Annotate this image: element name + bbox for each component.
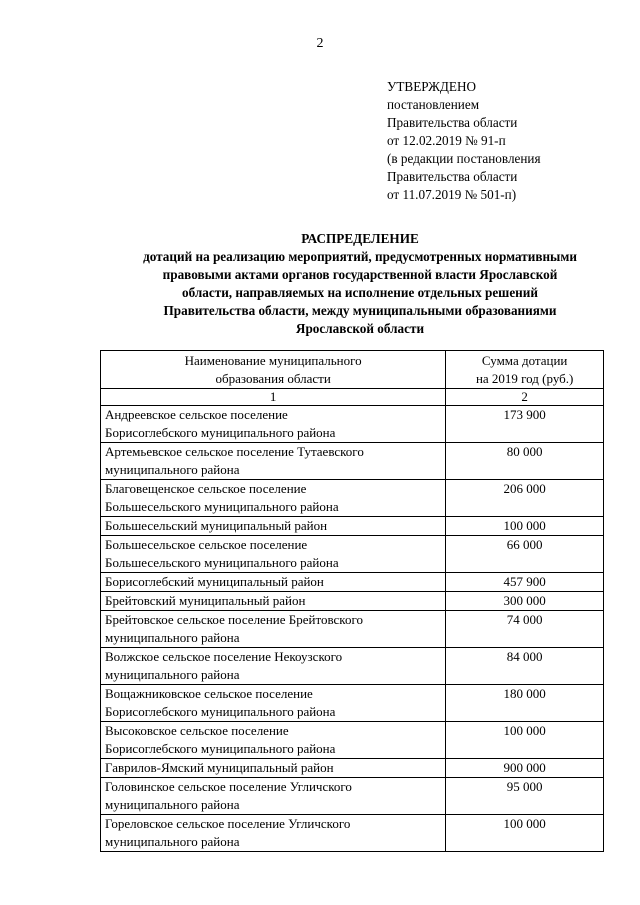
column-number: 1 — [101, 389, 446, 406]
header-amount-line: на 2019 год (руб.) — [475, 370, 574, 386]
header-municipality — [101, 351, 446, 389]
table-row — [101, 573, 604, 592]
table-row — [101, 815, 604, 852]
municipality-name-line: Гаврилов-Ямский муниципальный район — [105, 760, 334, 775]
subsidy-amount: 95 000 — [446, 778, 604, 815]
table-row — [101, 536, 604, 573]
approval-line: от 11.07.2019 № 501-п) — [387, 187, 517, 202]
municipality-name — [101, 611, 446, 648]
municipality-name-line: Борисоглебского муниципального района — [105, 741, 336, 756]
municipality-name-line: муниципального района — [105, 462, 240, 477]
table-row — [101, 406, 604, 443]
document-subtitle-line: дотаций на реализацию мероприятий, предусмотренных нормативными — [143, 249, 577, 264]
subsidy-amount: 100 000 — [446, 517, 604, 536]
municipality-name — [101, 648, 446, 685]
document-subtitle-line: Правительства области, между муниципальными образованиями — [163, 303, 557, 318]
municipality-name — [101, 573, 446, 592]
header-municipality-line: Наименование муниципального — [184, 352, 362, 368]
municipality-name-line: Артемьевское сельское поселение Тутаевского — [105, 444, 364, 459]
subsidy-amount: 80 000 — [446, 443, 604, 480]
municipality-name-line: Брейтовское сельское поселение Брейтовского — [105, 612, 363, 627]
municipality-name-line: Борисоглебского муниципального района — [105, 425, 336, 440]
municipality-name — [101, 536, 446, 573]
subsidy-amount: 173 900 — [446, 406, 604, 443]
subsidy-amount: 457 900 — [446, 573, 604, 592]
approval-block — [387, 78, 541, 204]
table-header-row — [101, 351, 604, 389]
municipality-name-line: Большесельского муниципального района — [105, 555, 339, 570]
municipality-name-line: муниципального района — [105, 630, 240, 645]
table-row — [101, 722, 604, 759]
table-row — [101, 685, 604, 722]
municipality-name-line: Большесельское сельское поселение — [105, 537, 308, 552]
header-municipality-line: образования области — [215, 370, 331, 386]
municipality-name-line: муниципального района — [105, 797, 240, 812]
table-row — [101, 517, 604, 536]
municipality-name-line: Волжское сельское поселение Некоузского — [105, 649, 343, 664]
approval-line: от 12.02.2019 № 91-п — [387, 133, 506, 148]
municipality-name-line: Борисоглебского муниципального района — [105, 704, 336, 719]
column-number: 2 — [446, 389, 604, 406]
municipality-name — [101, 685, 446, 722]
table-row — [101, 611, 604, 648]
approval-line: постановлением — [387, 97, 480, 112]
municipality-name — [101, 815, 446, 852]
subsidy-amount: 100 000 — [446, 815, 604, 852]
municipality-name-line: Большесельский муниципальный район — [105, 518, 328, 533]
document-subtitle-line: Ярославской области — [295, 321, 425, 336]
municipality-name-line: Высоковское сельское поселение — [105, 723, 289, 738]
table-row — [101, 759, 604, 778]
municipality-name-line: Вощажниковское сельское поселение — [105, 686, 313, 701]
header-amount — [446, 351, 604, 389]
document-title: РАСПРЕДЕЛЕНИЕ — [301, 231, 419, 246]
municipality-name — [101, 778, 446, 815]
approval-line: Правительства области — [387, 169, 518, 184]
subsidy-amount: 84 000 — [446, 648, 604, 685]
document-subtitle-line: правовыми актами органов государственной власти Ярославской — [162, 267, 558, 282]
document-subtitle-line: области, направляемых на исполнение отдельных решений — [182, 285, 538, 300]
header-amount-line: Сумма дотации — [481, 352, 568, 368]
municipality-name-line: Борисоглебский муниципальный район — [105, 574, 324, 589]
municipality-name-line: Брейтовский муниципальный район — [105, 593, 306, 608]
subsidy-amount: 206 000 — [446, 480, 604, 517]
municipality-name — [101, 592, 446, 611]
table-row — [101, 480, 604, 517]
municipality-name — [101, 443, 446, 480]
municipality-name-line: Благовещенское сельское поселение — [105, 481, 307, 496]
municipality-name — [101, 759, 446, 778]
table-row — [101, 443, 604, 480]
subsidy-amount: 900 000 — [446, 759, 604, 778]
approval-line: УТВЕРЖДЕНО — [387, 79, 477, 94]
municipality-name — [101, 517, 446, 536]
municipality-name — [101, 406, 446, 443]
subsidy-amount: 300 000 — [446, 592, 604, 611]
table-row — [101, 592, 604, 611]
subsidy-amount: 74 000 — [446, 611, 604, 648]
municipality-name — [101, 480, 446, 517]
subsidy-amount: 180 000 — [446, 685, 604, 722]
municipality-name-line: муниципального района — [105, 834, 240, 849]
municipality-name-line: Большесельского муниципального района — [105, 499, 339, 514]
municipality-name-line: муниципального района — [105, 667, 240, 682]
municipality-name-line: Гореловское сельское поселение Угличского — [105, 816, 351, 831]
municipality-name-line: Андреевское сельское поселение — [105, 407, 288, 422]
approval-line: (в редакции постановления — [387, 151, 541, 166]
document-title-block — [100, 230, 620, 338]
distribution-table — [100, 350, 604, 852]
table-row — [101, 778, 604, 815]
page-number: 2 — [316, 36, 324, 51]
approval-line: Правительства области — [387, 115, 518, 130]
subsidy-amount: 100 000 — [446, 722, 604, 759]
table-row — [101, 648, 604, 685]
municipality-name — [101, 722, 446, 759]
municipality-name-line: Головинское сельское поселение Угличского — [105, 779, 352, 794]
column-number-row — [101, 389, 604, 406]
subsidy-amount: 66 000 — [446, 536, 604, 573]
